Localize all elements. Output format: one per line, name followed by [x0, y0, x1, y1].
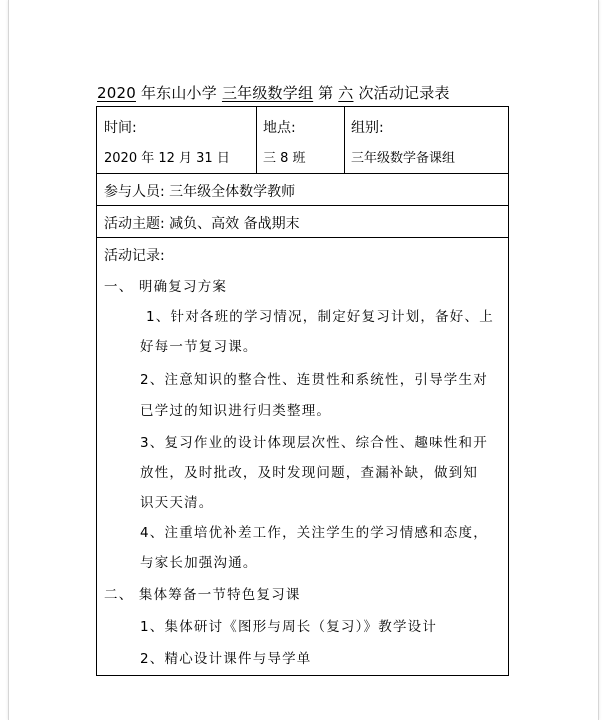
record-line: 1、针对各班的学习情况，制定好复习计划，备好、上 [146, 309, 494, 325]
time-label: 时间: [104, 120, 137, 136]
record-line: 一、 明确复习方案 [104, 279, 228, 295]
record-label: 活动记录: [104, 248, 165, 264]
title-school: 年东山小学 [140, 84, 217, 102]
place-label: 地点: [263, 120, 296, 136]
row-divider [97, 173, 508, 174]
record-line: 放性，及时批改，及时发现问题，查漏补缺，做到知 [140, 465, 479, 481]
group-value: 三年级数学备课组 [351, 151, 456, 166]
place-value: 三 8 班 [263, 151, 306, 166]
title-group: 三年级数学组 [221, 84, 314, 102]
record-line: 识天天清。 [140, 495, 214, 511]
record-line: 2、精心设计课件与导学单 [140, 651, 312, 667]
title-suffix: 次活动记录表 [358, 84, 450, 102]
record-line: 2、注意知识的整合性、连贯性和系统性，引导学生对 [140, 372, 488, 388]
group-label: 组别: [351, 120, 384, 136]
title-di: 第 [318, 84, 334, 102]
row-divider [97, 237, 508, 238]
record-line: 4、注重培优补差工作，关注学生的学习情感和态度， [140, 525, 488, 541]
title-number: 六 [338, 84, 354, 102]
activity-theme: 活动主题: 减负、高效 备战期末 [104, 216, 300, 232]
activity-record-table [96, 106, 509, 676]
column-divider [256, 107, 257, 173]
record-line: 3、复习作业的设计体现层次性、综合性、趣味性和开 [140, 435, 488, 451]
record-line: 与家长加强沟通。 [140, 555, 258, 571]
page-title [97, 82, 517, 103]
record-line: 二、 集体筹备一节特色复习课 [104, 587, 301, 603]
column-divider [344, 107, 345, 173]
participants: 参与人员: 三年级全体数学教师 [104, 184, 296, 200]
record-line: 1、集体研讨《图形与周长（复习）》教学设计 [140, 619, 438, 635]
record-line: 已学过的知识进行归类整理。 [140, 403, 332, 419]
row-divider [97, 205, 508, 206]
record-line: 好每一节复习课。 [140, 339, 258, 355]
title-year: 2020 [97, 84, 136, 102]
time-value: 2020 年 12 月 31 日 [104, 151, 230, 166]
